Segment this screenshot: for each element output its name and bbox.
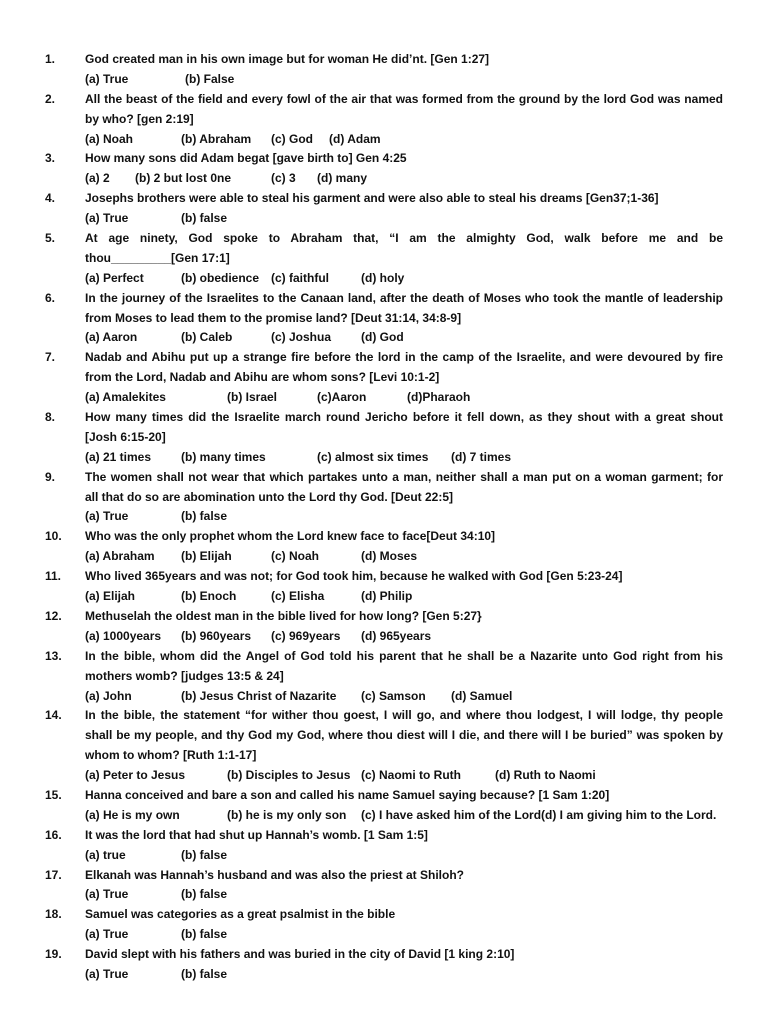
question-text: mothers womb? [judges 13:5 & 24] [85,668,284,683]
question-row [0,826,768,846]
options-row [0,388,768,408]
answer-option[interactable]: (a) Noah [85,131,133,146]
question-number: 14. [45,708,62,723]
question-continuation-row [0,309,768,329]
answer-option[interactable]: (a) Amalekites [85,390,166,405]
question-text: Who was the only prophet whom the Lord knew face to face[Deut 34:10] [85,529,496,544]
answer-option[interactable]: (b) Enoch [181,589,237,604]
question-text: In the journey of the Israelites to the Canaan land, after the death of Moses who took the mantle of leadership [85,290,723,305]
question-number: 1. [45,52,56,66]
answer-option[interactable]: (d) Ruth to Naomi [495,768,596,783]
question-text: Elkanah was Hannah’s husband and was also the priest at Shiloh? [85,867,464,882]
options-row [0,806,768,826]
answer-option[interactable]: (c) 3 [271,171,296,186]
answer-option[interactable]: (c) God [271,131,313,146]
answer-option[interactable]: (b) false [181,211,228,226]
answer-option[interactable]: (a) 1000years [85,628,162,643]
question-number: 17. [45,867,62,882]
question-row [0,945,768,965]
question-continuation-row [0,110,768,130]
answer-option[interactable]: (b) Abraham [181,131,252,146]
options-row [0,547,768,567]
question-text: from Moses to lead them to the promise land? [Deut 31:14, 34:8-9] [85,310,462,325]
question-text: How many sons did Adam begat [gave birth to] Gen 4:25 [85,151,407,166]
answer-option[interactable]: (b) False [185,71,235,86]
question-text: How many times did the Israelite march round Jericho before it fell down, as they shout with a great shout [85,410,723,425]
answer-option[interactable]: (a) True [85,966,129,981]
answer-option[interactable]: (d) 965years [361,628,432,643]
answer-option[interactable]: (c) I have asked him of the Lord [361,807,542,822]
answer-option[interactable]: (d) holy [361,270,405,285]
answer-option[interactable]: (a) He is my own [85,807,180,822]
question-text: thou_________[Gen 17:1] [85,250,230,265]
quiz-page [0,50,768,985]
answer-option[interactable]: (c) almost six times [317,449,429,464]
options-row [0,627,768,647]
question-number: 11. [45,569,62,584]
options-row [0,846,768,866]
question-row [0,905,768,925]
question-row [0,348,768,368]
question-text: Nadab and Abihu put up a strange fire before the lord in the camp of the Israelite, and were devoured by fire [85,350,723,365]
question-row [0,50,768,70]
question-row [0,647,768,667]
answer-option[interactable]: (b) Israel [227,390,278,405]
options-row [0,448,768,468]
answer-option[interactable]: (a) John [85,688,132,703]
question-number: 10. [45,529,62,544]
answer-option[interactable]: (b) 960years [181,628,252,643]
answer-option[interactable]: (b) false [181,927,228,942]
question-text: by who? [gen 2:19] [85,111,194,126]
question-number: 7. [45,350,56,365]
question-row [0,408,768,428]
options-row [0,766,768,786]
question-text: Hanna conceived and bare a son and called his name Samuel saying because? [1 Sam 1:20] [85,787,610,802]
question-number: 6. [45,290,56,305]
question-continuation-row [0,746,768,766]
question-row [0,90,768,110]
answer-option[interactable]: (b) false [181,966,228,981]
question-row [0,289,768,309]
question-number: 19. [45,947,62,962]
answer-option[interactable]: (c) Noah [271,549,319,564]
question-row [0,527,768,547]
question-number: 9. [45,469,56,484]
question-number: 12. [45,608,62,623]
answer-option[interactable]: (a) 2 [85,171,110,186]
question-text: God created man in his own image but for woman He did’nt. [Gen 1:27] [85,52,490,66]
answer-option[interactable]: (a) Aaron [85,330,138,345]
answer-option[interactable]: (c) Joshua [271,330,332,345]
answer-option[interactable]: (b) Caleb [181,330,233,345]
answer-option[interactable]: (c) Elisha [271,589,325,604]
question-number: 3. [45,151,56,166]
question-text: from the Lord, Nadab and Abihu are whom sons? [Levi 10:1-2] [85,370,440,385]
question-row [0,468,768,488]
options-row [0,965,768,985]
options-row [0,70,768,90]
options-row [0,269,768,289]
question-text: shall be my people, and thy God my God, where thou diest will I die, and there will I be buried” was spoken by [85,728,723,743]
question-number: 13. [45,648,62,663]
question-text: At age ninety, God spoke to Abraham that, “I am the almighty God, walk before me and be [85,231,723,246]
question-text: In the bible, the statement “for wither thou goest, I will go, and where thou lodgest, I will lodge, thy people [85,708,723,723]
question-continuation-row [0,667,768,687]
question-text: [Josh 6:15-20] [85,429,166,444]
question-text: In the bible, whom did the Angel of God told his parent that he shall be a Nazarite unto God right from his [85,648,723,663]
answer-option[interactable]: (b) he is my only son [227,807,347,822]
options-row [0,687,768,707]
question-text: David slept with his fathers and was buried in the city of David [1 king 2:10] [85,947,515,962]
question-continuation-row [0,368,768,388]
answer-option[interactable]: (a) True [85,71,129,86]
answer-option[interactable]: (a) Abraham [85,549,155,564]
question-text: Methuselah the oldest man in the bible lived for how long? [Gen 5:27} [85,608,482,623]
answer-option[interactable]: (d) Moses [361,549,418,564]
answer-option[interactable]: (c)Aaron [317,390,367,405]
question-text: Josephs brothers were able to steal his garment and were also able to steal his dreams [Gen37;1-36] [85,191,659,206]
answer-option[interactable]: (b) false [181,509,228,524]
answer-option[interactable]: (c) Samson [361,688,426,703]
answer-option[interactable]: (a) Perfect [85,270,144,285]
answer-option[interactable]: (a) Elijah [85,589,136,604]
question-continuation-row [0,726,768,746]
question-row [0,706,768,726]
question-text: The women shall not wear that which partakes unto a man, neither shall a man put on a woman garment; for [85,469,723,484]
question-number: 18. [45,907,62,922]
question-number: 15. [45,787,62,802]
options-row [0,587,768,607]
answer-option[interactable]: (b) Disciples to Jesus [227,768,351,783]
question-number: 2. [45,91,56,106]
question-row [0,866,768,886]
question-row [0,786,768,806]
answer-option[interactable]: (b) many times [181,449,266,464]
options-row [0,328,768,348]
question-number: 5. [45,231,56,246]
question-number: 4. [45,191,56,206]
question-text: whom to whom? [Ruth 1:1-17] [85,748,257,763]
question-row [0,229,768,249]
options-row [0,925,768,945]
question-continuation-row [0,249,768,269]
answer-option[interactable]: (b) Elijah [181,549,232,564]
question-text: Samuel was categories as a great psalmist in the bible [85,907,396,922]
question-number: 16. [45,827,62,842]
question-continuation-row [0,428,768,448]
answer-option[interactable]: (a) True [85,211,129,226]
answer-option[interactable]: (a) Peter to Jesus [85,768,186,783]
answer-option[interactable]: (d) Samuel [451,688,513,703]
question-text: All the beast of the field and every fowl of the air that was formed from the ground by the lord God was named [85,91,723,106]
question-row [0,607,768,627]
answer-option[interactable]: (a) True [85,887,129,902]
question-text: all that do so are abomination unto the Lord thy God. [Deut 22:5] [85,489,454,504]
question-text: Who lived 365years and was not; for God took him, because he walked with God [Gen 5:23-24] [85,569,623,584]
answer-option[interactable]: (b) 2 but lost 0ne [135,171,231,186]
answer-option[interactable]: (b) false [181,887,228,902]
answer-option[interactable]: (d) Adam [329,131,381,146]
answer-option[interactable]: (c) Naomi to Ruth [361,768,461,783]
answer-option[interactable]: (d) I am giving him to the Lord. [541,807,717,822]
answer-option[interactable]: (d) many [317,171,368,186]
question-row [0,149,768,169]
answer-option[interactable]: (d) 7 times [451,449,512,464]
answer-option[interactable]: (b) Jesus Christ of Nazarite [181,688,337,703]
answer-option[interactable]: (d) God [361,330,404,345]
answer-option[interactable]: (d) Philip [361,589,413,604]
answer-option[interactable]: (c) faithful [271,270,329,285]
answer-option[interactable]: (a) 21 times [85,449,152,464]
question-row [0,189,768,209]
answer-option[interactable]: (a) true [85,847,126,862]
question-number: 8. [45,410,56,425]
answer-option[interactable]: (a) True [85,927,129,942]
options-row [0,507,768,527]
question-continuation-row [0,488,768,508]
answer-option[interactable]: (a) True [85,509,129,524]
question-row [0,567,768,587]
answer-option[interactable]: (c) 969years [271,628,341,643]
options-row [0,209,768,229]
answer-option[interactable]: (b) false [181,847,228,862]
options-row [0,130,768,150]
options-row [0,169,768,189]
answer-option[interactable]: (d)Pharaoh [407,390,471,405]
question-text: It was the lord that had shut up Hannah’s womb. [1 Sam 1:5] [85,827,428,842]
options-row [0,885,768,905]
answer-option[interactable]: (b) obedience [181,270,260,285]
